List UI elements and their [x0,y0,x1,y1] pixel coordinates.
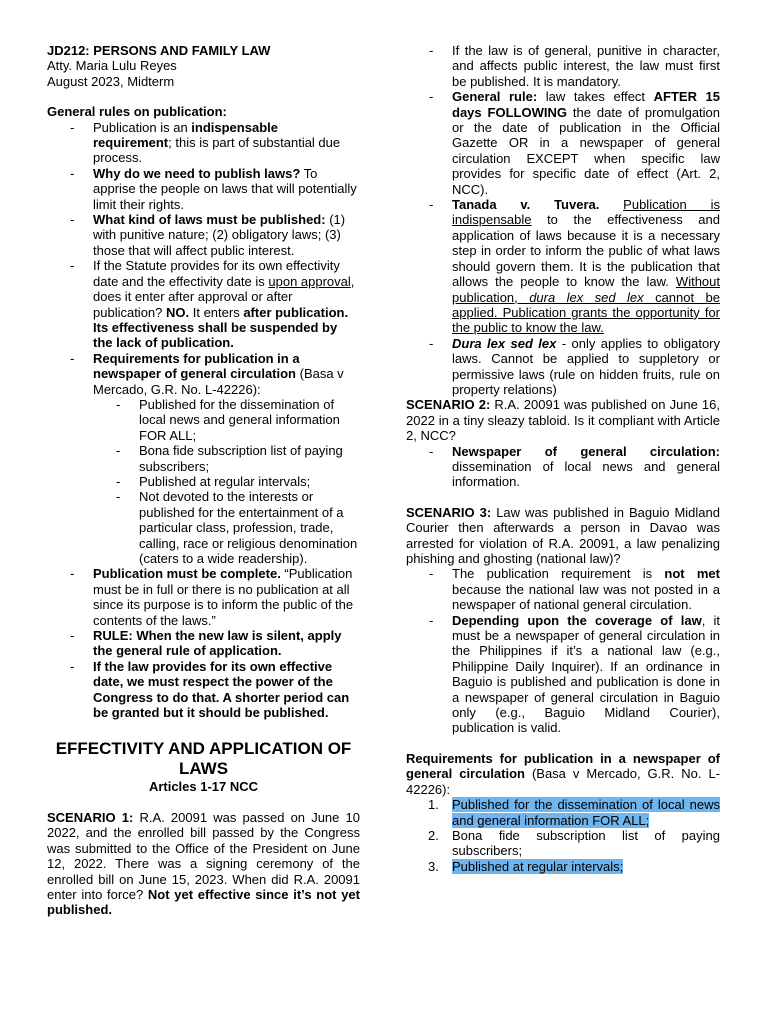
list-item: - Newspaper of general circulation: dissemination of local news and general information. [406,444,720,490]
scenario-1: SCENARIO 1: R.A. 20091 was passed on June 10 2022, and the enrolled bill passed by the Congress was submitted to the Office of the President on June 12, 2022. There was a signing ceremony of the enrolled bill on June 15, 2023. When did R.A. 20091 enter into force? Not yet effective since it’s not yet published. [47,809,360,918]
requirements-sublist [93,397,360,566]
course-title: JD212: PERSONS AND FAMILY LAW [47,43,271,58]
section-subtitle: Articles 1-17 NCC [148,779,259,795]
list-item: - Tanada v. Tuvera. Publication is indispensable to the effectiveness and application of laws because it is a necessary step in order to inform the public of what laws should govern them. It is the publication that allows the people to know the law. Without publication, dura lex sed lex cannot be applied. Publication grants the opportunity for the public to know the law. [406,197,720,336]
sub-list-item: - Published for the dissemination of local news and general information FOR ALL; [93,397,360,443]
requirements-heading: Requirements for publication in a newspaper of general circulation (Basa v Mercado, G.R. No. L-42226): [406,750,720,797]
sub-list-item: - Published at regular intervals; [93,474,360,489]
sub-list-item: - Not devoted to the interests or published for the entertainment of a particular class, profession, trade, calling, race or religious denomination (caters to a wide readership). [93,489,360,566]
list-item: - What kind of laws must be published: (1) with punitive nature; (2) obligatory laws; (3) those that will affect public interest. [47,212,360,258]
list-item: - If the Statute provides for its own effectivity date and the effectivity date is upon approval, does it enter after approval or after publication? NO. It enters after publication. Its effectiveness shall be suspended by the lack of publication. [47,258,360,350]
scenario-3-list [406,566,720,735]
list-item: - RULE: When the new law is silent, apply the general rule of application. [47,628,360,659]
scenario-2-list [406,444,720,490]
highlighted-text: Published for the dissemination of local news and general information FOR ALL; [452,797,720,828]
requirements-list [406,797,720,874]
list-item: - The publication requirement is not met because the national law was not posted in a newspaper of national general circulation. [406,566,720,612]
list-item: - Depending upon the coverage of law, it must be a newspaper of general circulation in the Philippines if it’s a national law (e.g., Philippine Daily Inquirer). If an ordinance in Baguio is published and publication is done in a newspaper of general circulation in Baguio only (e.g., Baguio Midland Courier), publication is valid. [406,613,720,736]
right-column [406,43,720,874]
exam-term: August 2023, Midterm [47,73,175,89]
section-title: EFFECTIVITY AND APPLICATION OF LAWS [55,739,352,779]
sub-list-item: - Bona fide subscription list of paying subscribers; [93,443,360,474]
professor-name: Atty. Maria Lulu Reyes [47,58,177,74]
publication-rules-list [406,43,720,397]
scenario-3: SCENARIO 3: Law was published in Baguio Midland Courier then afterwards a person in Davao was arrested for violation of R.A. 20091, a law penalizing phishing and ghosting (national law)? [406,504,720,566]
list-item: - If the law provides for its own effective date, we must respect the power of the Congress to do that. A shorter period can be granted but it should be published. [47,659,360,721]
numbered-item: 3. Published at regular intervals; [428,858,624,874]
numbered-item: 1. Published for the dissemination of local news and general information FOR ALL; [428,797,720,828]
list-item: - General rule: law takes effect AFTER 15 days FOLLOWING the date of promulgation or the date of publication in the Official Gazette OR in a newspaper of general circulation EXCEPT when specific law provides for specific date of effect (Art. 2, NCC). [406,89,720,197]
left-column [47,43,360,918]
list-item: - Publication is an indispensable requirement; this is part of substantial due process. [47,120,360,166]
list-item: - Requirements for publication in a newspaper of general circulation (Basa v Mercado, G.R. No. L-42226): - Published for the dissemination of local news and general information FOR ALL; - Bona fide subscription list of paying subscribers; - Published at regular intervals; - Not devoted to the interests or published for the entertainment of a particular class, profession, trade, calling, race or religious denomination (caters to a wide readership). [47,351,360,567]
highlighted-text: Published at regular intervals; [452,858,624,874]
numbered-item: 2. Bona fide subscription list of paying subscribers; [428,827,720,859]
list-item: - Dura lex sed lex - only applies to obligatory laws. Cannot be applied to suppletory or permissive laws (rule on hidden fruits, rule on property relations) [406,336,720,398]
scenario-2: SCENARIO 2: R.A. 20091 was published on June 16, 2022 in a tiny sleazy tabloid. Is it compliant with Article 2, NCC? [406,397,720,444]
list-item: - Why do we need to publish laws? To apprise the people on laws that will potentially limit their rights. [47,166,360,212]
list-item: - If the law is of general, punitive in character, and affects public interest, the law must first be published. It is mandatory. [406,43,720,89]
list-item: - Publication must be complete. “Publication must be in full or there is no publication at all since its purpose is to inform the public of the contents of the laws.” [47,566,360,628]
general-rules-heading: General rules on publication: [47,104,227,120]
general-rules-list [47,120,360,721]
